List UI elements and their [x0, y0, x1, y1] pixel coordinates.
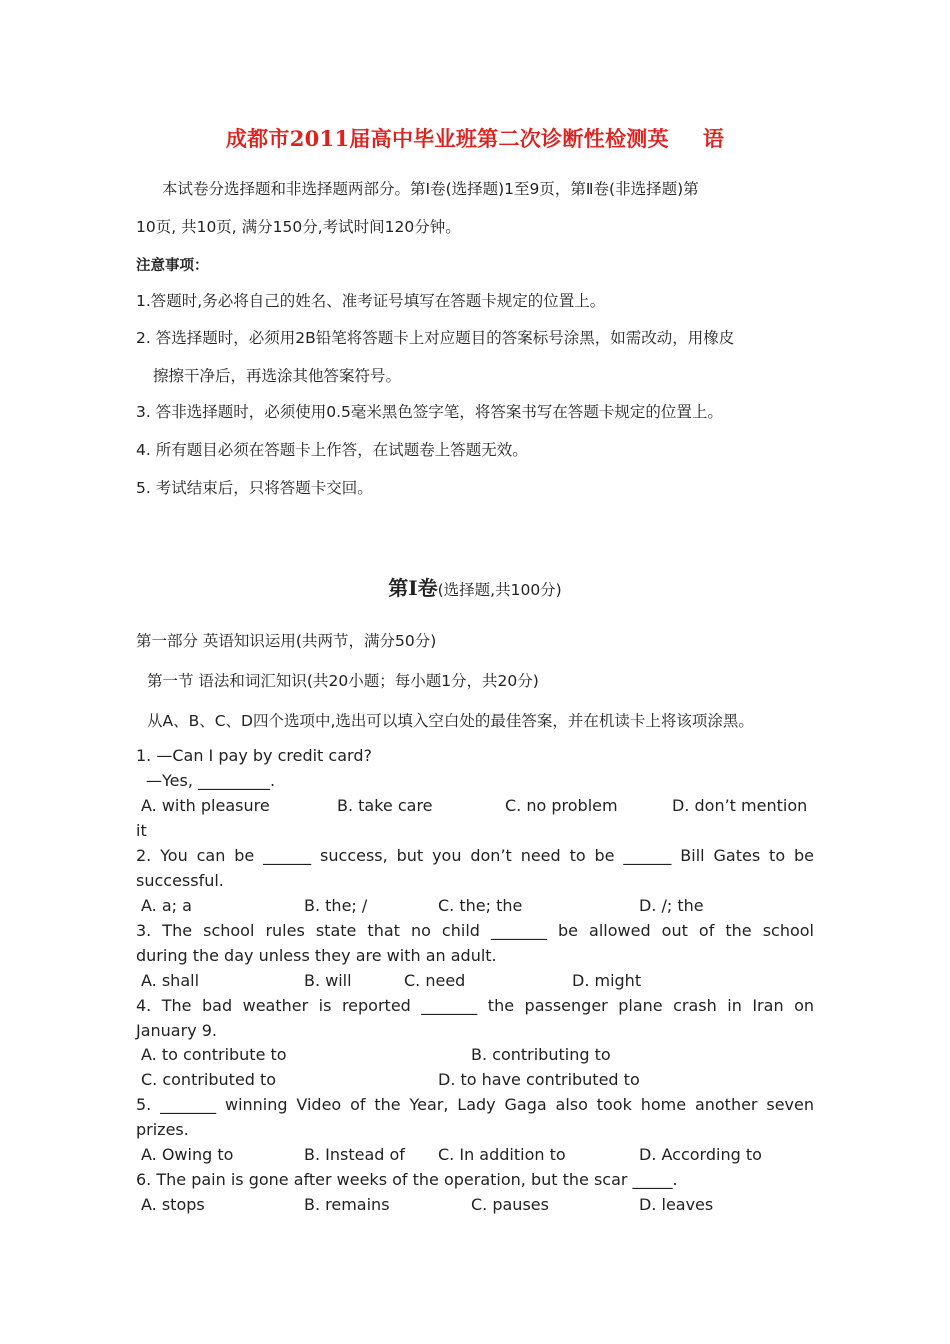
note-item-2-cont: 擦擦干净后，再选涂其他答案符号。	[153, 367, 402, 385]
question-3-line-2: during the day unless they are with an adult.	[136, 946, 497, 965]
question-1-stem: 1. —Can I pay by credit card?	[136, 746, 372, 765]
notes-heading: 注意事项：	[136, 258, 209, 274]
question-5-option-c: C. In addition to	[438, 1145, 566, 1164]
question-1-option-d-cont: it	[136, 821, 147, 840]
question-3-option-b: B. will	[304, 971, 352, 990]
question-4-option-c: C. contributed to	[141, 1070, 277, 1089]
question-5-option-d: D. According to	[639, 1145, 762, 1164]
question-2-option-b: B. the; /	[304, 896, 368, 915]
question-4-option-a: A. to contribute to	[141, 1045, 287, 1064]
note-item-4: 4. 所有题目必须在答题卡上作答，在试题卷上答题无效。	[136, 441, 528, 459]
question-2-stem: 2. You can be ______ success, but you don’t need to be ______ Bill Gates to be	[136, 846, 814, 865]
section-title-main: 第Ⅰ卷	[388, 576, 438, 600]
question-5-stem: 5. _______ winning Video of the Year, Lady Gaga also took home another seven	[136, 1095, 814, 1114]
note-item-3: 3. 答非选择题时，必须使用0.5毫米黑色签字笔，将答案书写在答题卡规定的位置上。	[136, 403, 723, 421]
question-4-option-b: B. contributing to	[471, 1045, 611, 1064]
question-4-line-2: January 9.	[136, 1021, 218, 1040]
question-3-option-d: D. might	[572, 971, 642, 990]
question-3-option-a: A. shall	[141, 971, 200, 990]
question-6-option-d: D. leaves	[639, 1195, 714, 1214]
question-2-option-c: C. the; the	[438, 896, 523, 915]
question-2-option-d: D. /; the	[639, 896, 704, 915]
question-1-option-a: A. with pleasure	[141, 796, 270, 815]
title-main: 成都市2011届高中毕业班第二次诊断性检测英	[225, 126, 669, 151]
question-5-line-2: prizes.	[136, 1120, 189, 1139]
subsection-heading: 第一节 语法和词汇知识(共20小题；每小题1分，共20分)	[147, 672, 539, 690]
question-3-option-c: C. need	[404, 971, 466, 990]
question-1-option-d: D. don’t mention	[672, 796, 808, 815]
note-item-2: 2. 答选择题时，必须用2B铅笔将答题卡上对应题目的答案标号涂黑，如需改动，用橡皮	[136, 329, 735, 347]
title-tail: 语	[702, 126, 725, 151]
instruction-text: 从A、B、C、D四个选项中,选出可以填入空白处的最佳答案，并在机读卡上将该项涂黑。	[147, 712, 754, 730]
section-title-sub: (选择题,共100分)	[437, 581, 562, 599]
question-5-option-a: A. Owing to	[141, 1145, 234, 1164]
question-4-stem: 4. The bad weather is reported _______ the passenger plane crash in Iran on	[136, 996, 814, 1015]
question-2-line-2: successful.	[136, 871, 224, 890]
question-6-option-c: C. pauses	[471, 1195, 549, 1214]
question-5-option-b: B. Instead of	[304, 1145, 405, 1164]
question-6-option-b: B. remains	[304, 1195, 390, 1214]
section-title	[0, 572, 950, 601]
question-6-option-a: A. stops	[141, 1195, 205, 1214]
question-1-option-b: B. take care	[337, 796, 433, 815]
note-item-1: 1.答题时,务必将自己的姓名、准考证号填写在答题卡规定的位置上。	[136, 292, 606, 310]
intro-line-2: 10页, 共10页, 满分150分,考试时间120分钟。	[136, 218, 461, 236]
intro-line-1: 本试卷分选择题和非选择题两部分。第Ⅰ卷(选择题)1至9页，第Ⅱ卷(非选择题)第	[162, 180, 699, 198]
question-1-line-2: —Yes, _________.	[146, 771, 276, 790]
note-item-5: 5. 考试结束后，只将答题卡交回。	[136, 479, 373, 497]
question-4-option-d: D. to have contributed to	[438, 1070, 640, 1089]
question-1-option-c: C. no problem	[505, 796, 618, 815]
question-6-stem: 6. The pain is gone after weeks of the operation, but the scar _____.	[136, 1170, 678, 1189]
question-2-option-a: A. a; a	[141, 896, 192, 915]
part-heading: 第一部分 英语知识运用(共两节，满分50分)	[136, 632, 437, 650]
page-title	[0, 123, 950, 153]
question-3-stem: 3. The school rules state that no child _______ be allowed out of the school	[136, 921, 814, 940]
